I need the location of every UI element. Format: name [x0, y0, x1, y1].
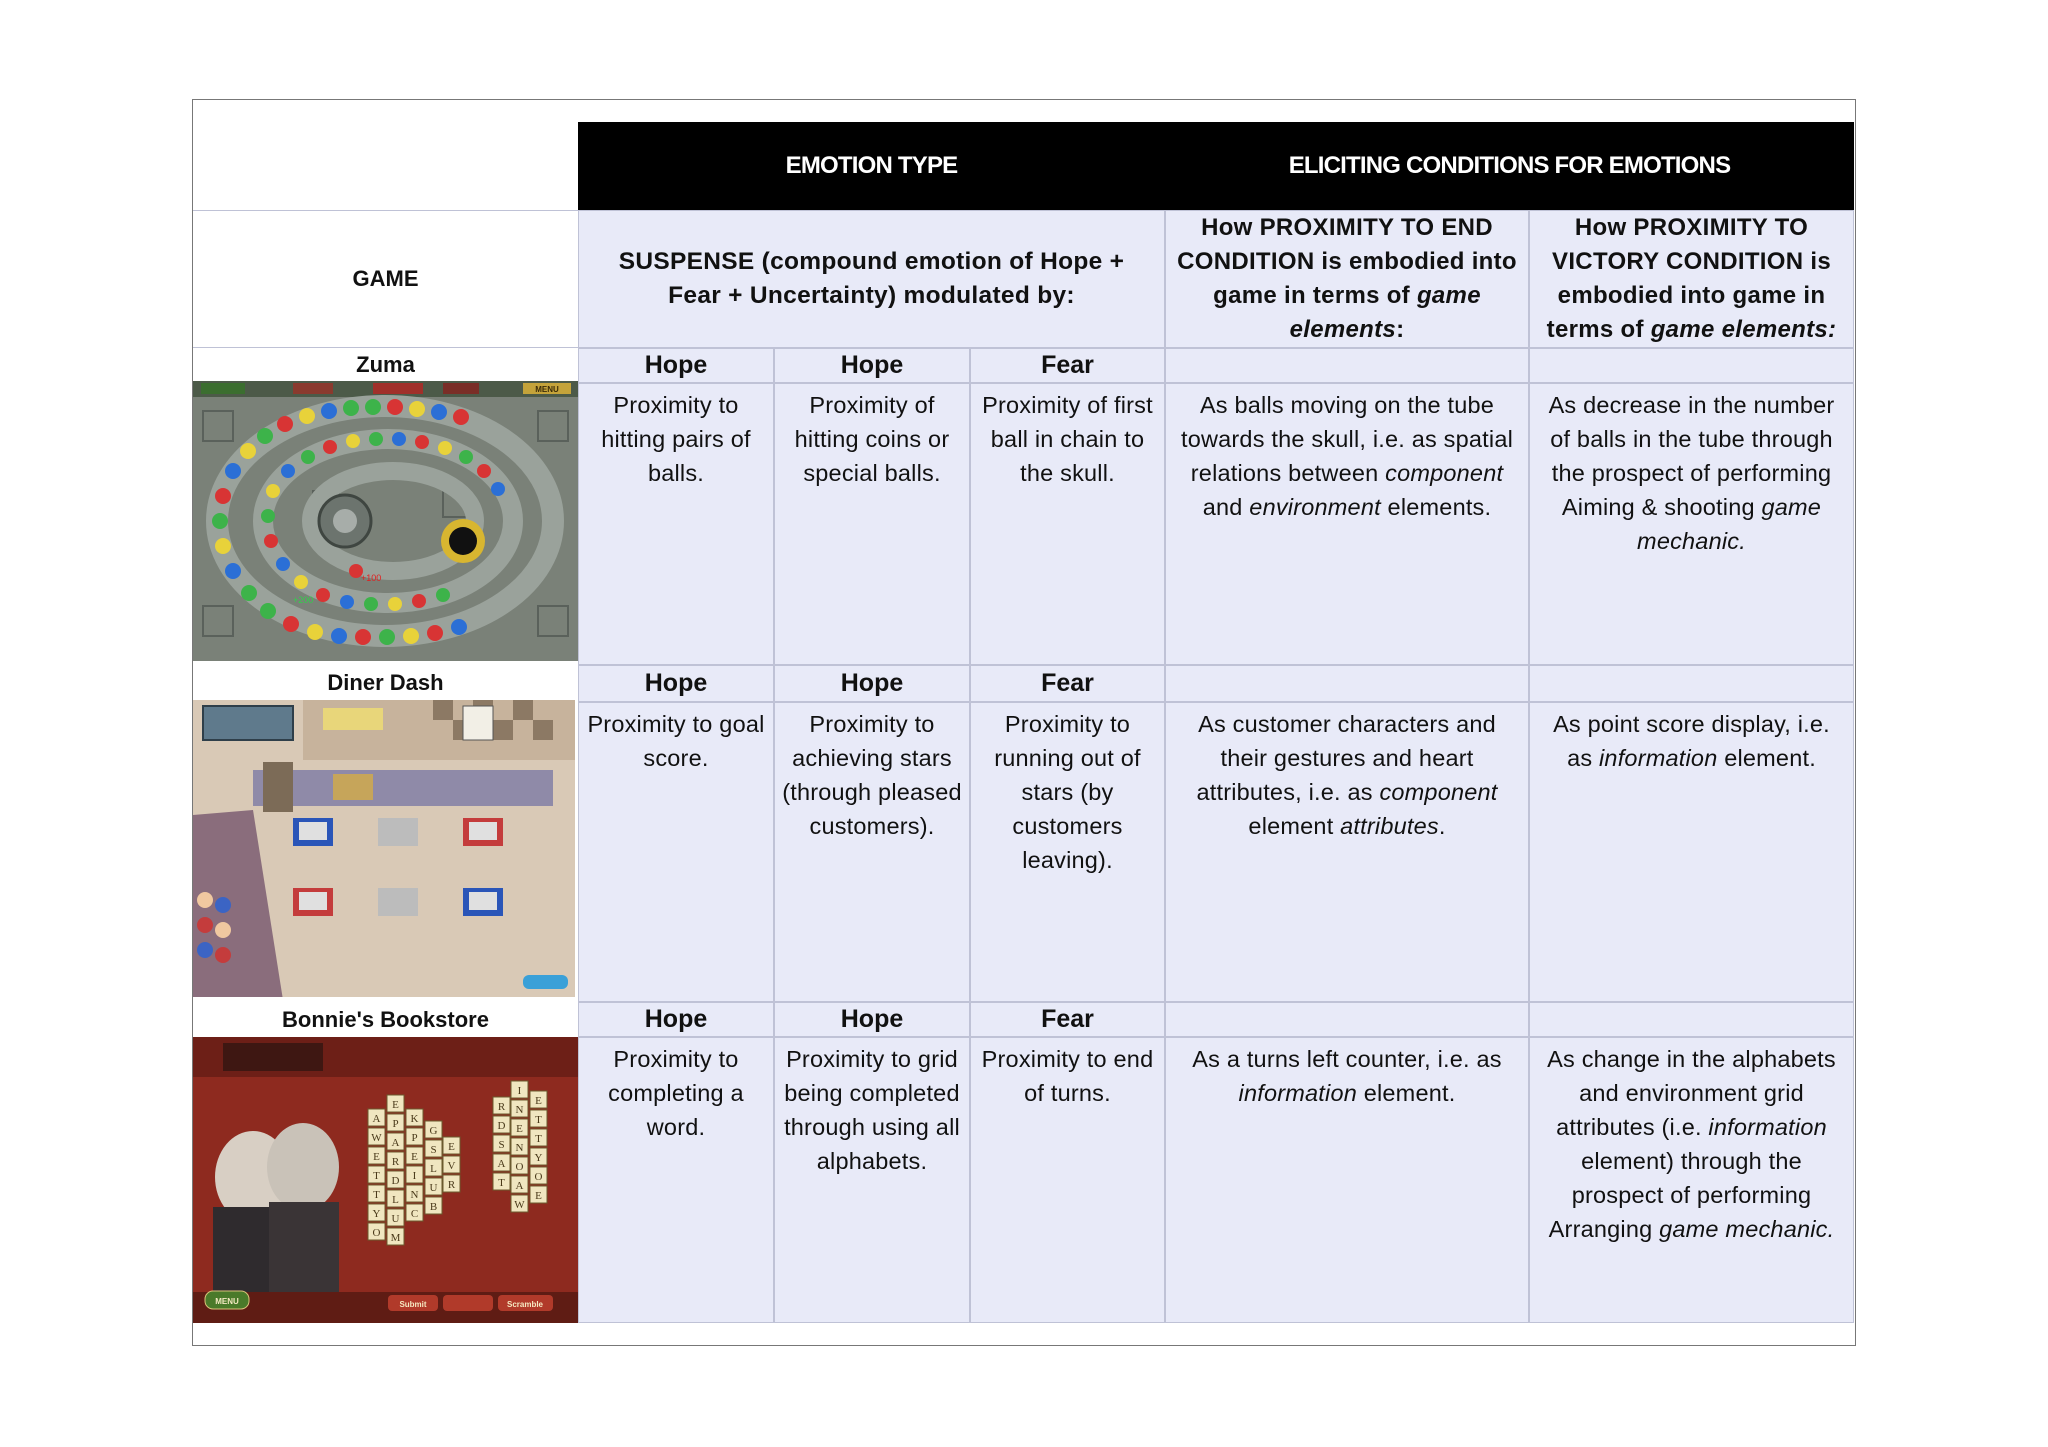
- row1-end-a: As balls moving on the tube towards the skull, i.e. as spatial relations between: [1180, 392, 1514, 486]
- letter-tile-glyph: E: [373, 1151, 380, 1163]
- bonnies-bookstore-screenshot: [193, 1037, 578, 1323]
- letter-tile-glyph: T: [373, 1189, 380, 1201]
- row3-end-text: [1165, 1037, 1529, 1323]
- letter-tile-glyph: O: [515, 1161, 524, 1173]
- row2-label-hope1: Hope: [578, 665, 774, 702]
- zuma-hud-progress: [373, 383, 423, 394]
- diner-level-card: [463, 706, 493, 740]
- row3-victory-em1: information: [1708, 1114, 1827, 1140]
- letter-tile-glyph: T: [535, 1133, 542, 1145]
- victory-condition-em: game elements:: [1650, 316, 1837, 343]
- end-condition-header: [1165, 210, 1529, 348]
- row1-label-end-blank: [1165, 348, 1529, 383]
- letter-tile-glyph: N: [515, 1104, 524, 1116]
- zuma-hud-lives: [201, 383, 245, 394]
- letter-tile-glyph: W: [514, 1199, 525, 1211]
- row3-fear-text: Proximity to end of turns.: [970, 1037, 1165, 1323]
- row2-victory-text: [1529, 702, 1854, 1002]
- letter-tile-glyph: A: [372, 1113, 381, 1125]
- letter-tile-glyph: O: [534, 1171, 543, 1183]
- row3-label-victory-blank: [1529, 1002, 1854, 1037]
- diner-food-plates: [333, 774, 373, 800]
- letter-tile-glyph: R: [447, 1179, 456, 1191]
- letter-tile-glyph: K: [410, 1113, 419, 1125]
- letter-tile-glyph: R: [391, 1156, 400, 1168]
- letter-tile-glyph: W: [371, 1132, 382, 1144]
- row1-end-text: [1165, 383, 1529, 665]
- diner-star-meter: [323, 708, 383, 730]
- row1-victory-text: [1529, 383, 1854, 665]
- letter-tile-glyph: E: [535, 1190, 542, 1202]
- row3-victory-b: element) through the prospect of performing Arranging: [1548, 1148, 1812, 1242]
- letter-tile-glyph: O: [372, 1227, 381, 1239]
- row3-victory-em2: game mechanic.: [1659, 1216, 1835, 1242]
- row2-victory-em: information: [1599, 745, 1718, 771]
- bonnie-title-plate: [223, 1043, 323, 1071]
- suspense-header: [578, 210, 1165, 348]
- row1-label-victory-blank: [1529, 348, 1854, 383]
- row2-label-victory-blank: [1529, 665, 1854, 702]
- letter-tile-glyph: D: [391, 1175, 400, 1187]
- diner-menu-button[interactable]: [523, 975, 568, 989]
- letter-tile-glyph: E: [448, 1141, 455, 1153]
- row1-victory-em: game mechanic.: [1637, 494, 1822, 554]
- game-column-header: GAME: [193, 210, 578, 348]
- letter-tile-glyph: Y: [534, 1152, 543, 1164]
- row2-end-em2: attributes: [1340, 813, 1439, 839]
- letter-tile-glyph: N: [515, 1142, 524, 1154]
- letter-tile-glyph: A: [391, 1137, 400, 1149]
- letter-tile-glyph: T: [498, 1177, 505, 1189]
- letter-tile-glyph: E: [392, 1099, 399, 1111]
- letter-tile-glyph: P: [392, 1118, 399, 1130]
- letter-tile-glyph: C: [410, 1208, 419, 1220]
- zuma-frog-body: [333, 509, 357, 533]
- row3-end-em: information: [1238, 1080, 1357, 1106]
- row1-hope2-text: Proximity of hitting coins or special balls.: [774, 383, 970, 665]
- row2-end-b: element: [1248, 813, 1341, 839]
- zuma-score-popup-1: +100: [361, 573, 382, 583]
- bonnie-menu-label: MENU: [215, 1297, 239, 1306]
- letter-tile-glyph: Y: [372, 1208, 381, 1220]
- letter-tile-glyph: A: [497, 1158, 506, 1170]
- row1-end-b: and: [1202, 494, 1250, 520]
- game-name-diner-dash: Diner Dash: [193, 665, 578, 700]
- diner-counter: [253, 770, 553, 806]
- letter-tile-glyph: I: [412, 1170, 417, 1182]
- bonnie-scramble-label: Scramble: [506, 1300, 544, 1309]
- row3-label-fear: Fear: [970, 1002, 1165, 1037]
- zuma-hud-level: [443, 383, 479, 394]
- victory-condition-text: How PROXIMITY TO VICTORY CONDITION is embodied into game in terms of: [1546, 214, 1831, 343]
- row3-hope2-text: Proximity to grid being completed through using all alphabets.: [774, 1037, 970, 1323]
- letter-tile-glyph: A: [515, 1180, 524, 1192]
- bonnie-characters: [213, 1123, 339, 1297]
- bonnie-turns-counter: [443, 1295, 493, 1311]
- row1-end-em2: environment: [1249, 494, 1381, 520]
- row3-end-b: element.: [1356, 1080, 1456, 1106]
- letter-tile-glyph: R: [497, 1101, 506, 1113]
- letter-tile-glyph: S: [430, 1144, 437, 1156]
- row2-label-end-blank: [1165, 665, 1529, 702]
- letter-tile-glyph: B: [429, 1201, 438, 1213]
- row1-label-fear: Fear: [970, 348, 1165, 383]
- row2-victory-b: element.: [1717, 745, 1816, 771]
- row2-label-fear: Fear: [970, 665, 1165, 702]
- diner-dash-screenshot: [193, 700, 575, 997]
- letter-tile-glyph: P: [411, 1132, 418, 1144]
- row2-end-em1: component: [1379, 779, 1498, 805]
- row3-label-hope2: Hope: [774, 1002, 970, 1037]
- row2-label-hope2: Hope: [774, 665, 970, 702]
- zuma-score-popup-2: +200: [293, 595, 314, 605]
- row2-end-a: As customer characters and their gestures and heart attributes, i.e. as: [1196, 711, 1496, 805]
- row1-fear-text: Proximity of first ball in chain to the skull.: [970, 383, 1165, 665]
- row3-victory-a: As change in the alphabets and environment grid attributes (i.e.: [1547, 1046, 1836, 1140]
- zuma-screenshot: [193, 381, 578, 661]
- eliciting-conditions-header: ELICITING CONDITIONS FOR EMOTIONS: [1165, 122, 1854, 210]
- letter-tile-glyph: U: [391, 1213, 400, 1225]
- row2-hope1-text: Proximity to goal score.: [578, 702, 774, 1002]
- letter-tile-glyph: E: [535, 1095, 542, 1107]
- letter-tile-glyph: E: [411, 1151, 418, 1163]
- letter-tile-glyph: T: [535, 1114, 542, 1126]
- row1-victory-a: As decrease in the number of balls in the tube through the prospect of performing Aiming & shooting: [1548, 392, 1835, 520]
- letter-tile-glyph: M: [390, 1232, 401, 1244]
- row3-end-a: As a turns left counter, i.e. as: [1192, 1046, 1502, 1072]
- row1-label-hope2: Hope: [774, 348, 970, 383]
- row2-end-c: .: [1438, 813, 1446, 839]
- bonnie-submit-label: Submit: [399, 1300, 427, 1309]
- game-name-bonnies-bookstore: Bonnie's Bookstore: [193, 1002, 578, 1037]
- end-condition-text: How PROXIMITY TO END CONDITION is embodied into game in terms of: [1177, 214, 1517, 309]
- row3-label-end-blank: [1165, 1002, 1529, 1037]
- letter-tile-glyph: V: [447, 1160, 456, 1172]
- row2-fear-text: Proximity to running out of stars (by customers leaving).: [970, 702, 1165, 1002]
- zuma-menu-label: MENU: [535, 385, 559, 394]
- diner-host-stand: [263, 762, 293, 812]
- zuma-skull-hole: [449, 527, 477, 555]
- row1-hope1-text: Proximity to hitting pairs of balls.: [578, 383, 774, 665]
- letter-tile-glyph: T: [373, 1170, 380, 1182]
- letter-tile-glyph: I: [517, 1085, 522, 1097]
- letter-tile-glyph: L: [392, 1194, 399, 1206]
- letter-tile-glyph: D: [497, 1120, 506, 1132]
- end-condition-em: game elements: [1289, 282, 1481, 343]
- letter-tile-glyph: S: [498, 1139, 505, 1151]
- row3-hope1-text: Proximity to completing a word.: [578, 1037, 774, 1323]
- suspense-header-text: SUSPENSE (compound emotion of Hope + Fear + Uncertainty) modulated by:: [618, 248, 1125, 309]
- row1-end-em1: component: [1385, 460, 1504, 486]
- letter-tile-glyph: U: [429, 1182, 438, 1194]
- victory-condition-header: [1529, 210, 1854, 348]
- zuma-hud-score: [293, 383, 333, 394]
- row2-end-text: [1165, 702, 1529, 1002]
- letter-tile-glyph: G: [429, 1125, 438, 1137]
- end-condition-colon: :: [1396, 316, 1405, 343]
- row2-hope2-text: Proximity to achieving stars (through pleased customers).: [774, 702, 970, 1002]
- row1-label-hope1: Hope: [578, 348, 774, 383]
- game-name-zuma: Zuma: [193, 348, 578, 381]
- letter-tile-glyph: L: [430, 1163, 437, 1175]
- letter-tile-glyph: E: [516, 1123, 523, 1135]
- letter-tile-glyph: N: [410, 1189, 419, 1201]
- row2-victory-a: As point score display, i.e. as: [1553, 711, 1830, 771]
- row3-label-hope1: Hope: [578, 1002, 774, 1037]
- row3-victory-text: [1529, 1037, 1854, 1323]
- row1-end-c: elements.: [1380, 494, 1492, 520]
- diner-score-panel: [203, 706, 293, 740]
- emotion-type-header: EMOTION TYPE: [578, 122, 1165, 210]
